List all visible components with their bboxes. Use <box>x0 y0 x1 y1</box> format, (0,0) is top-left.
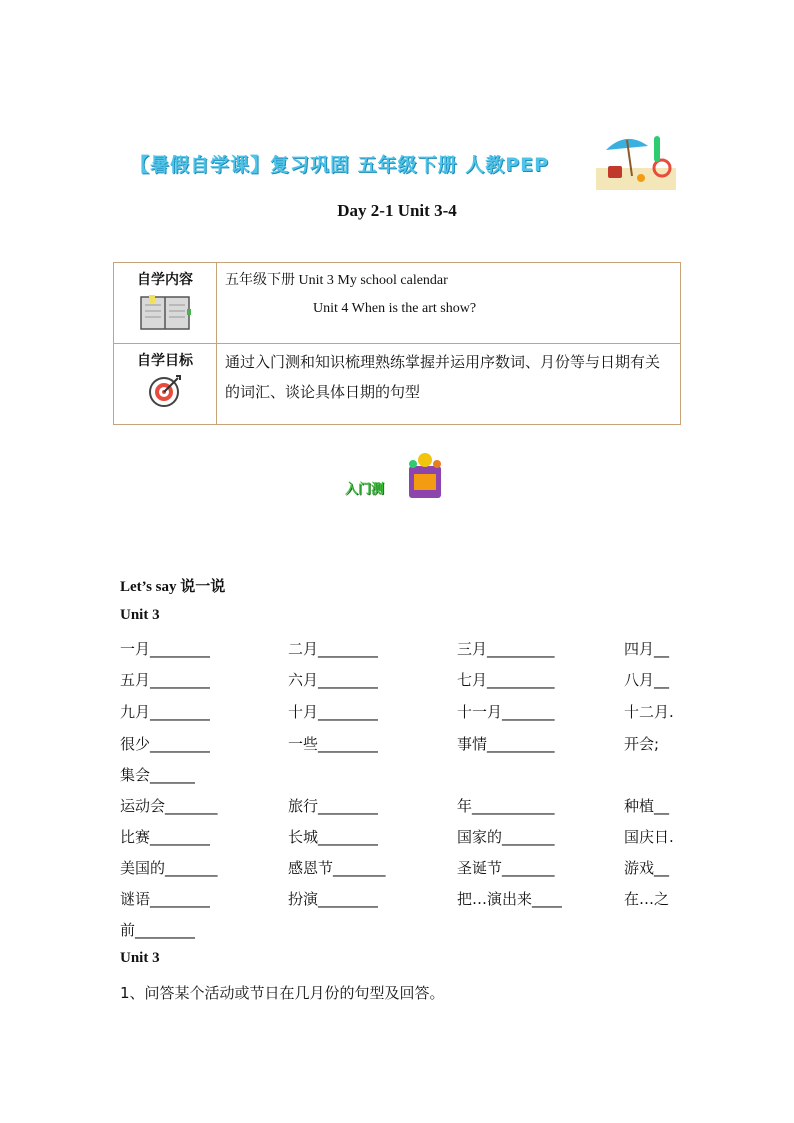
vocab-item: 旅行________ <box>288 797 379 815</box>
beach-illustration <box>596 128 676 190</box>
vocab-item: 扮演________ <box>288 890 379 908</box>
vocab-item: 感恩节_______ <box>288 859 386 877</box>
notebook-icon <box>139 295 191 331</box>
unit-4-line: Unit 4 When is the art show? <box>313 301 477 316</box>
vocab-item: 四月__ <box>624 640 670 658</box>
lets-say-heading: Let’s say 说一说 <box>120 579 226 595</box>
goal-text: 通过入门测和知识梳理熟练掌握并运用序数词、月份等与日期有关的词汇、谈论具体日期的句型 <box>217 344 681 425</box>
vocab-item: 十一月_______ <box>457 703 555 721</box>
vocab-item: 集会______ <box>120 766 196 784</box>
vocab-item: 开会; <box>624 735 660 753</box>
target-icon <box>148 374 182 408</box>
vocab-item: 把…演出来____ <box>457 890 563 908</box>
vocab-item: 二月________ <box>288 640 379 658</box>
vocab-item: 国庆日. <box>624 828 674 846</box>
goal-label-cell <box>114 344 217 425</box>
content-label: 自学内容 <box>137 272 193 288</box>
vocab-item: 种植__ <box>624 797 670 815</box>
vocab-item: 运动会_______ <box>120 797 218 815</box>
vocab-item: 长城________ <box>288 828 379 846</box>
question-1: 1、问答某个活动或节日在几月份的句型及回答。 <box>120 984 445 1002</box>
vocab-item: 在…之 <box>624 890 670 908</box>
entry-test-label: 入门测 <box>345 482 385 497</box>
self-study-table <box>113 262 681 425</box>
vocab-item: 圣诞节_______ <box>457 859 555 877</box>
vocab-item: 七月_________ <box>457 671 555 689</box>
vocab-item: 六月________ <box>288 671 379 689</box>
content-label-cell <box>114 263 217 344</box>
vocab-item: 十月________ <box>288 703 379 721</box>
vocab-item: 游戏__ <box>624 859 670 877</box>
vocab-item: 比赛________ <box>120 828 211 846</box>
vocab-item: 一月________ <box>120 640 211 658</box>
trick-or-treat-bag-icon <box>405 450 445 500</box>
unit-3-line: 五年级下册 Unit 3 My school calendar <box>225 273 448 288</box>
vocab-item: 一些________ <box>288 735 379 753</box>
vocab-item: 前________ <box>120 921 196 939</box>
vocab-item: 事情_________ <box>457 735 555 753</box>
vocab-item: 国家的_______ <box>457 828 555 846</box>
banner-title: 【暑假自学课】复习巩固 五年级下册 人教PEP <box>130 154 550 176</box>
content-cell <box>217 263 681 344</box>
vocab-item: 很少________ <box>120 735 211 753</box>
vocab-item: 十二月. <box>624 703 674 721</box>
goal-label: 自学目标 <box>137 353 193 369</box>
unit-heading-a: Unit 3 <box>120 607 160 623</box>
vocab-item: 五月________ <box>120 671 211 689</box>
vocab-item: 三月_________ <box>457 640 555 658</box>
vocab-item: 九月________ <box>120 703 211 721</box>
vocab-item: 八月__ <box>624 671 670 689</box>
vocab-item: 美国的_______ <box>120 859 218 877</box>
vocab-item: 年___________ <box>457 797 555 815</box>
unit-heading-b: Unit 3 <box>120 950 160 966</box>
vocab-item: 谜语________ <box>120 890 211 908</box>
day-title: Day 2-1 Unit 3-4 <box>337 201 457 220</box>
